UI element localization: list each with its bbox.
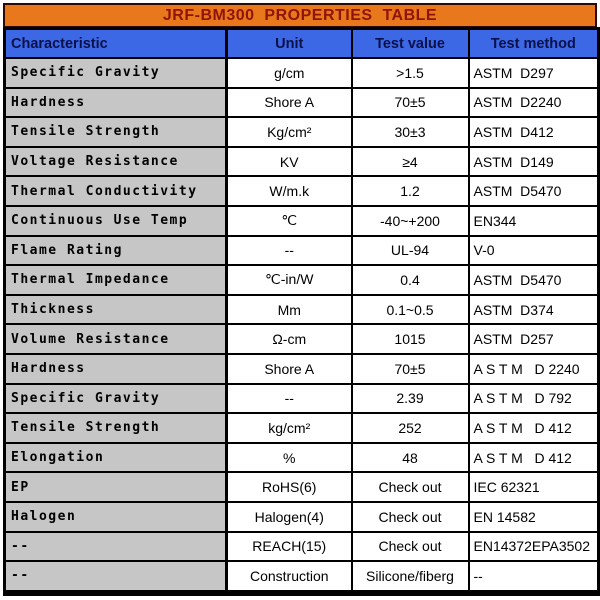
- cell-characteristic: Continuous Use Temp: [5, 206, 227, 236]
- table-row: [5, 206, 599, 236]
- header-test-method: Test method: [469, 29, 599, 59]
- cell-test-method: ASTM D412: [469, 117, 599, 147]
- cell-characteristic: Volume Resistance: [5, 324, 227, 354]
- cell-test-method: ASTM D5470: [469, 265, 599, 295]
- cell-characteristic: Hardness: [5, 354, 227, 384]
- table-row: [5, 413, 599, 443]
- table-row: [5, 58, 599, 88]
- cell-test-value: Check out: [352, 472, 469, 502]
- cell-characteristic: --: [5, 561, 227, 593]
- cell-characteristic: Halogen: [5, 502, 227, 532]
- cell-unit: Construction: [227, 561, 352, 593]
- cell-characteristic: Hardness: [5, 88, 227, 118]
- cell-test-method: A S T M D 412: [469, 443, 599, 473]
- cell-test-method: ASTM D257: [469, 324, 599, 354]
- table-row: [5, 472, 599, 502]
- table-row: [5, 502, 599, 532]
- cell-test-value: -40~+200: [352, 206, 469, 236]
- cell-test-method: ASTM D2240: [469, 88, 599, 118]
- cell-test-value: Silicone/fiberg: [352, 561, 469, 593]
- table-row: [5, 443, 599, 473]
- cell-characteristic: Thermal Impedance: [5, 265, 227, 295]
- cell-test-method: --: [469, 561, 599, 593]
- properties-table: [3, 27, 600, 596]
- header-row: [5, 29, 599, 59]
- cell-test-method: ASTM D149: [469, 147, 599, 177]
- cell-test-value: 70±5: [352, 88, 469, 118]
- cell-characteristic: EP: [5, 472, 227, 502]
- table-row: [5, 147, 599, 177]
- cell-test-value: 0.1~0.5: [352, 295, 469, 325]
- header-characteristic: Characteristic: [5, 29, 227, 59]
- cell-test-value: 48: [352, 443, 469, 473]
- table-row: [5, 117, 599, 147]
- cell-unit: g/cm: [227, 58, 352, 88]
- table-row: [5, 532, 599, 562]
- cell-unit: Shore A: [227, 354, 352, 384]
- table-row: [5, 324, 599, 354]
- cell-test-method: EN344: [469, 206, 599, 236]
- cell-test-value: Check out: [352, 502, 469, 532]
- cell-unit: ℃: [227, 206, 352, 236]
- cell-test-method: A S T M D 2240: [469, 354, 599, 384]
- cell-test-method: A S T M D 792: [469, 384, 599, 414]
- cell-characteristic: Voltage Resistance: [5, 147, 227, 177]
- cell-test-method: ASTM D374: [469, 295, 599, 325]
- cell-unit: Shore A: [227, 88, 352, 118]
- table-body: [5, 58, 599, 593]
- table-row: [5, 561, 599, 593]
- cell-unit: REACH(15): [227, 532, 352, 562]
- cell-test-method: IEC 62321: [469, 472, 599, 502]
- table-row: [5, 295, 599, 325]
- cell-test-value: 70±5: [352, 354, 469, 384]
- cell-test-value: 1.2: [352, 176, 469, 206]
- cell-characteristic: Thermal Conductivity: [5, 176, 227, 206]
- table-header: [5, 29, 599, 59]
- cell-test-method: ASTM D5470: [469, 176, 599, 206]
- cell-test-value: Check out: [352, 532, 469, 562]
- cell-characteristic: Specific Gravity: [5, 58, 227, 88]
- cell-test-value: 252: [352, 413, 469, 443]
- cell-unit: %: [227, 443, 352, 473]
- cell-test-method: EN 14582: [469, 502, 599, 532]
- cell-unit: --: [227, 384, 352, 414]
- cell-test-value: 1015: [352, 324, 469, 354]
- cell-characteristic: Elongation: [5, 443, 227, 473]
- table-row: [5, 88, 599, 118]
- table-row: [5, 176, 599, 206]
- cell-unit: Halogen(4): [227, 502, 352, 532]
- cell-characteristic: Thickness: [5, 295, 227, 325]
- cell-test-value: 30±3: [352, 117, 469, 147]
- cell-unit: W/m.k: [227, 176, 352, 206]
- cell-test-value: ≥4: [352, 147, 469, 177]
- cell-test-value: >1.5: [352, 58, 469, 88]
- cell-characteristic: Specific Gravity: [5, 384, 227, 414]
- table-row: [5, 236, 599, 266]
- header-test-value: Test value: [352, 29, 469, 59]
- cell-test-value: 0.4: [352, 265, 469, 295]
- cell-unit: ℃-in/W: [227, 265, 352, 295]
- cell-unit: KV: [227, 147, 352, 177]
- cell-unit: kg/cm²: [227, 413, 352, 443]
- cell-test-method: A S T M D 412: [469, 413, 599, 443]
- cell-test-method: EN14372EPA3502: [469, 532, 599, 562]
- cell-test-value: UL-94: [352, 236, 469, 266]
- cell-unit: Ω-cm: [227, 324, 352, 354]
- table-row: [5, 384, 599, 414]
- table-row: [5, 265, 599, 295]
- cell-characteristic: Flame Rating: [5, 236, 227, 266]
- cell-unit: --: [227, 236, 352, 266]
- cell-unit: Kg/cm²: [227, 117, 352, 147]
- cell-unit: RoHS(6): [227, 472, 352, 502]
- cell-test-method: V-0: [469, 236, 599, 266]
- cell-test-value: 2.39: [352, 384, 469, 414]
- header-unit: Unit: [227, 29, 352, 59]
- table-row: [5, 354, 599, 384]
- cell-unit: Mm: [227, 295, 352, 325]
- cell-characteristic: Tensile Strength: [5, 117, 227, 147]
- cell-test-method: ASTM D297: [469, 58, 599, 88]
- table-title: JRF-BM300 PROPERTIES TABLE: [3, 3, 597, 28]
- cell-characteristic: Tensile Strength: [5, 413, 227, 443]
- cell-characteristic: --: [5, 532, 227, 562]
